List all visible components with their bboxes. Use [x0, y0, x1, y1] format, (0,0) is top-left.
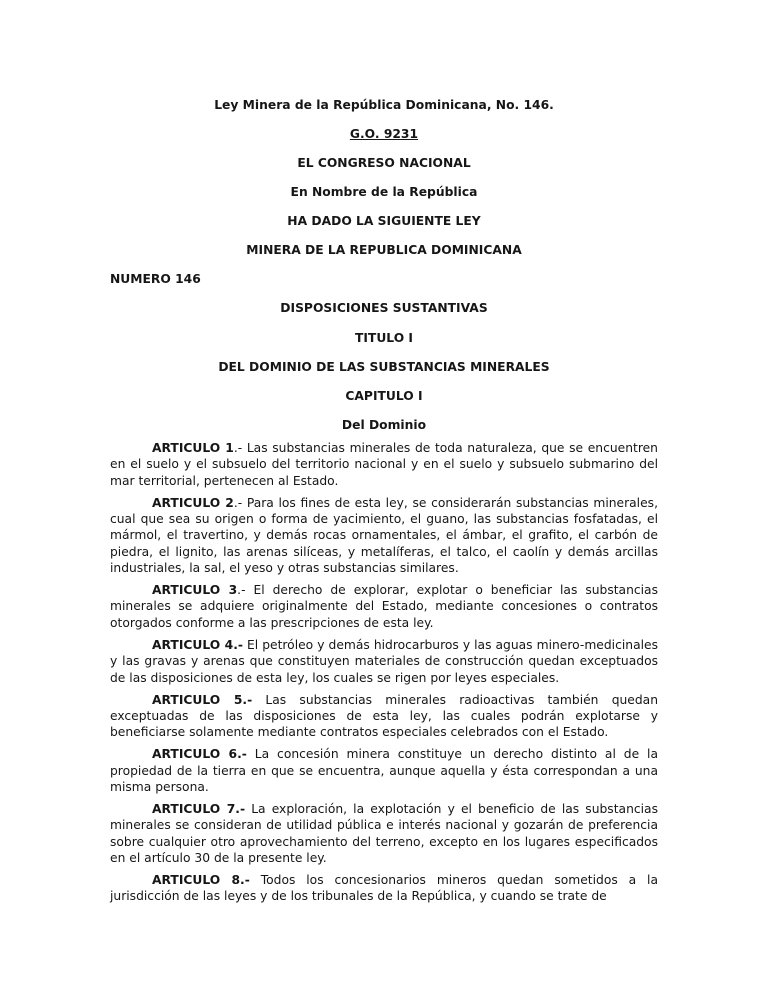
article-paragraph-3 [110, 582, 658, 631]
article-paragraph-4 [110, 637, 658, 686]
article-body-3: .- El derecho de explorar, explotar o beneficiar las substancias minerales se adquiere originalmente del Estado, mediante concesiones o contratos otorgados conforme a las prescripciones de esta ley. [110, 583, 658, 630]
article-paragraph-7 [110, 801, 658, 867]
article-body-4: El petróleo y demás hidrocarburos y las aguas minero-medicinales y las gravas y arenas que constituyen materiales de construcción quedan exceptuados de las disposiciones de esta ley, los cuales se rigen por leyes especiales. [110, 637, 658, 685]
law-number: NUMERO 146 [110, 272, 201, 286]
heading-congress: EL CONGRESO NACIONAL [297, 156, 471, 170]
article-label-6: ARTICULO 6.- [152, 747, 247, 762]
heading-capitulo: CAPITULO I [345, 389, 423, 404]
article-body-7: La exploración, la explotación y el beneficio de las substancias minerales se consideran de utilidad pública e interés nacional y gozarán de preferencia sobre cualquier otro aprovechamiento del terreno, excepto en los lugares especificados en el artículo 30 de la presente ley. [110, 801, 658, 866]
article-paragraph-1 [110, 440, 658, 489]
heading-has-given-law: HA DADO LA SIGUIENTE LEY [287, 214, 481, 228]
article-label-8: ARTICULO 8.- [152, 873, 250, 888]
heading-capitulo-subject: Del Dominio [341, 418, 427, 433]
article-paragraph-5 [110, 692, 658, 741]
heading-titulo: TITULO I [354, 331, 414, 346]
heading-in-name-of-republic: En Nombre de la República [290, 185, 478, 199]
article-body-8: Todos los concesionarios mineros quedan sometidos a la jurisdicción de las leyes y de los tribunales de la República, y cuando se trate de [110, 873, 659, 904]
article-body-6: La concesión minera constituye un derecho distinto al de la propiedad de la tierra en que se encuentra, aunque aquella y ésta correspondan a una misma persona. [110, 747, 659, 795]
article-paragraph-8 [110, 872, 658, 905]
article-body-1: .- Las substancias minerales de toda naturaleza, que se encuentren en el suelo y el subsuelo del territorio nacional y en el suelo y subsuelo submarino del mar territorial, pertenecen al Estado. [110, 440, 658, 488]
heading-titulo-subject: DEL DOMINIO DE LAS SUBSTANCIAS MINERALES [218, 360, 550, 375]
document-title: Ley Minera de la República Dominicana, No. 146. [214, 98, 554, 112]
gazette-number [110, 126, 658, 142]
heading-part: DISPOSICIONES SUSTANTIVAS [280, 301, 488, 315]
article-body-5: Las substancias minerales radioactivas también quedan exceptuadas de las disposiciones de esta ley, las cuales podrán explotarse y beneficiarse solamente mediante contratos especiales celebrados con el Estado. [110, 692, 658, 740]
article-paragraph-6 [110, 746, 658, 795]
article-paragraph-2 [110, 495, 658, 577]
article-body-2: .- Para los fines de esta ley, se considerarán substancias minerales, cual que sea su origen o forma de yacimiento, el guano, las substancias fosfatadas, el mármol, el travertino, y demás rocas ornamentales, el ámbar, el grafito, el carbón de piedra, el lignito, las arenas silíceas, y metalíferas, el talco, el caolín y demás arcillas industriales, la sal, el yeso y otras substancias similares. [110, 495, 658, 576]
article-label-1: ARTICULO 1 [152, 440, 234, 455]
article-label-7: ARTICULO 7.- [152, 801, 246, 816]
article-label-4: ARTICULO 4.- [152, 637, 243, 652]
heading-law-name: MINERA DE LA REPUBLICA DOMINICANA [246, 243, 522, 257]
article-label-3: ARTICULO 3 [152, 583, 238, 598]
article-label-2: ARTICULO 2 [152, 495, 234, 510]
article-label-5: ARTICULO 5.- [152, 692, 253, 707]
gazette-number-text: G.O. 9231 [349, 127, 419, 141]
